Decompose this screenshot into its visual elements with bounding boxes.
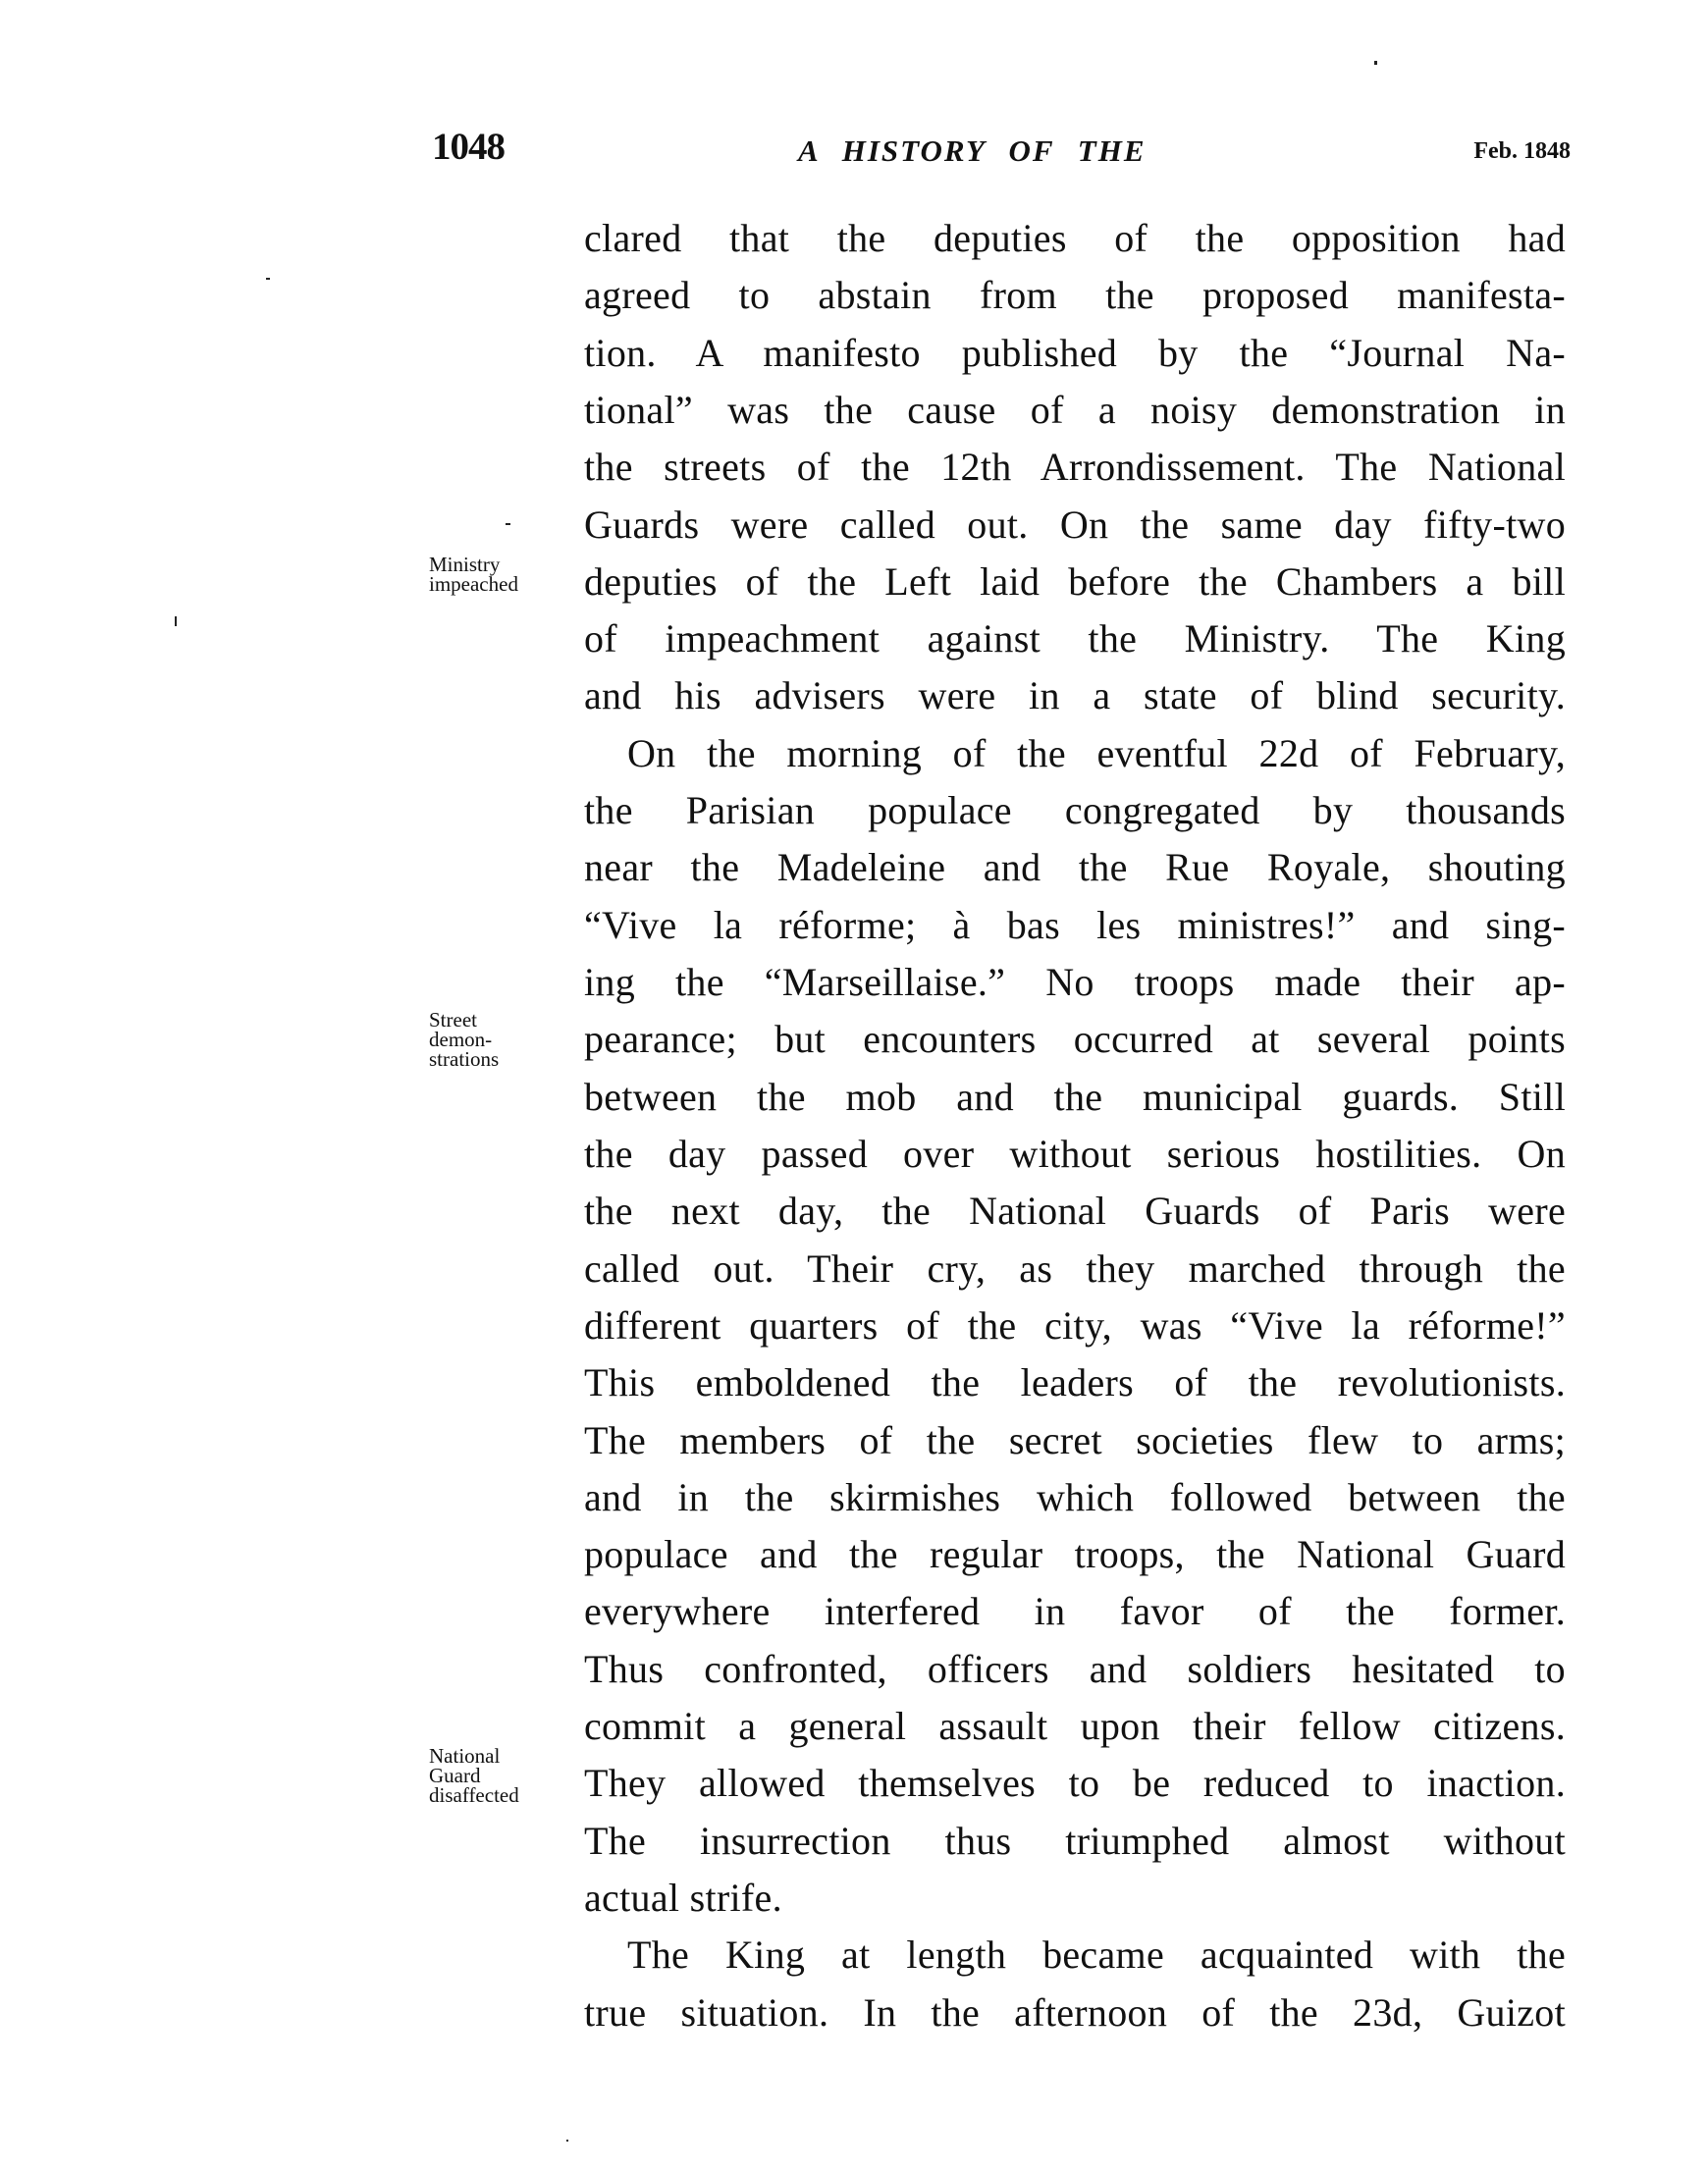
text-line: The insurrection thus triumphed almost without [584, 1819, 1566, 1863]
text-line: commit a general assault upon their fellow citizens. [584, 1704, 1566, 1748]
scan-speck [1374, 61, 1377, 65]
side-note-line: disaffected [429, 1783, 519, 1807]
text-line: tion. A manifesto published by the “Journal Na- [584, 331, 1566, 375]
side-note-line: Street [429, 1008, 477, 1032]
side-note-street-demonstrations [429, 1010, 499, 1069]
text-line: and in the skirmishes which followed between the [584, 1475, 1566, 1519]
text-line: ing the “Marseillaise.” No troops made their ap- [584, 960, 1566, 1004]
scan-speck [566, 2140, 568, 2142]
side-note-line: demon- [429, 1028, 493, 1051]
running-title: A HISTORY OF THE [798, 133, 1147, 168]
running-date: Feb. 1848 [1473, 138, 1571, 164]
side-note-ministry-impeached [429, 555, 518, 594]
text-line: Guards were called out. On the same day fifty-two [584, 503, 1566, 547]
paragraph-start-line: On the morning of the eventful 22d of February, [627, 731, 1566, 775]
text-line: This emboldened the leaders of the revolutionists. [584, 1360, 1566, 1404]
text-line: between the mob and the municipal guards. Still [584, 1075, 1566, 1119]
scan-speck [266, 278, 270, 280]
text-line: clared that the deputies of the opposition had [584, 216, 1566, 260]
text-line: “Vive la réforme; à bas les ministres!” and sing- [584, 903, 1566, 947]
paragraph-start-line: The King at length became acquainted with the [627, 1933, 1566, 1977]
text-line: different quarters of the city, was “Vive la réforme!” [584, 1303, 1566, 1348]
side-note-line: impeached [429, 572, 518, 596]
text-line: called out. Their cry, as they marched through the [584, 1246, 1566, 1291]
text-line: true situation. In the afternoon of the 23d, Guizot [584, 1990, 1566, 2035]
scan-speck [506, 523, 510, 525]
text-line: deputies of the Left laid before the Chambers a bill [584, 559, 1566, 604]
text-line: near the Madeleine and the Rue Royale, shouting [584, 845, 1566, 889]
text-line: populace and the regular troops, the National Guard [584, 1532, 1566, 1576]
page-number: 1048 [432, 126, 505, 168]
text-line: the streets of the 12th Arrondissement. The National [584, 445, 1566, 489]
text-line: The members of the secret societies flew to arms; [584, 1418, 1566, 1462]
text-line: pearance; but encounters occurred at several points [584, 1017, 1566, 1061]
running-head [432, 126, 1571, 175]
side-note-line: National [429, 1744, 501, 1768]
text-line: Thus confronted, officers and soldiers hesitated to [584, 1647, 1566, 1691]
side-note-national-guard-disaffected [429, 1746, 519, 1805]
text-line: agreed to abstain from the proposed manifesta- [584, 273, 1566, 317]
scan-speck [175, 616, 177, 626]
text-line: of impeachment against the Ministry. The King [584, 616, 1566, 661]
text-line: and his advisers were in a state of blind security. [584, 673, 1566, 717]
text-line: the Parisian populace congregated by thousands [584, 788, 1566, 832]
text-line: everywhere interfered in favor of the former. [584, 1589, 1566, 1633]
text-line: the day passed over without serious hostilities. On [584, 1132, 1566, 1176]
text-line: tional” was the cause of a noisy demonstration in [584, 388, 1566, 432]
side-note-line: Ministry [429, 553, 501, 576]
text-line: the next day, the National Guards of Paris were [584, 1189, 1566, 1233]
side-note-line: strations [429, 1047, 500, 1071]
side-note-line: Guard [429, 1764, 481, 1787]
paragraph-end-line: actual strife. [584, 1876, 782, 1920]
text-line: They allowed themselves to be reduced to inaction. [584, 1761, 1566, 1805]
